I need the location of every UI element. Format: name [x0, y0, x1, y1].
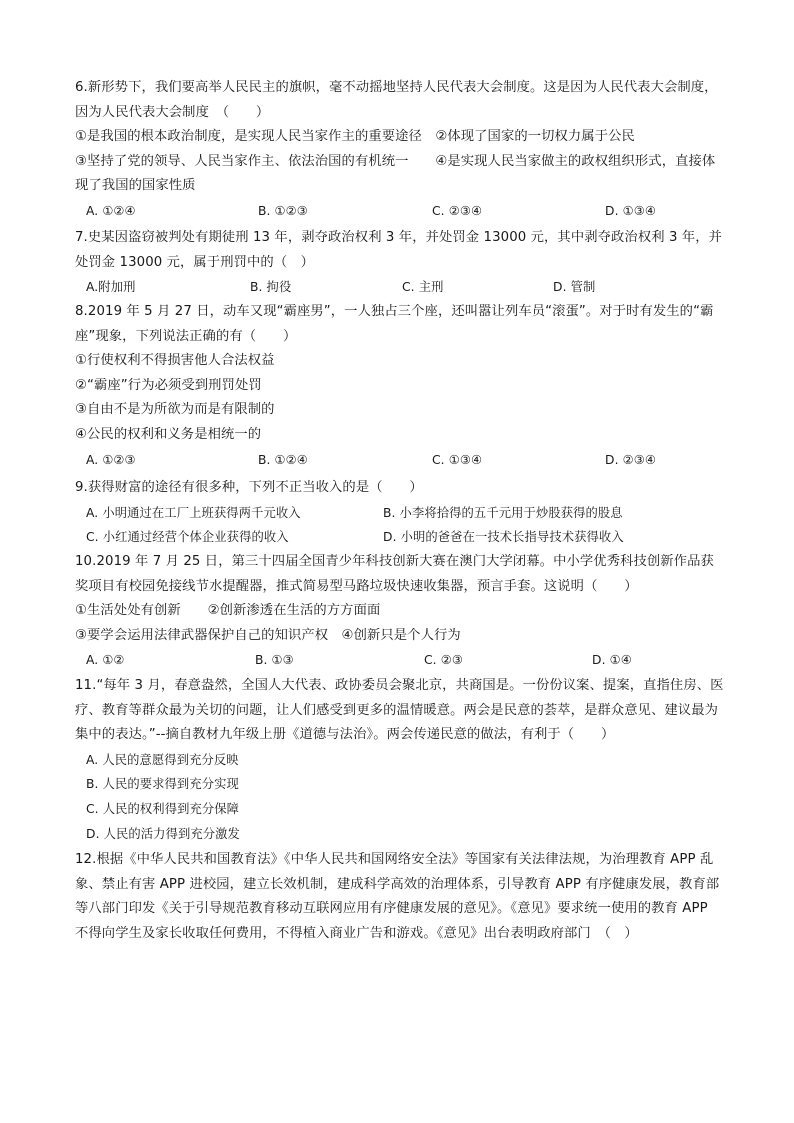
option-a[interactable]: A.附加刑 [86, 280, 136, 295]
question-10 [75, 550, 725, 673]
option-d[interactable]: D. 小明的爸爸在一技术长指导技术获得收入 [383, 530, 624, 545]
question-10-statement-2: ③要学会运用法律武器保护自己的知识产权 ④创新只是个人行为 [75, 627, 461, 643]
option-b[interactable]: B. ①③ [255, 653, 294, 668]
option-c[interactable]: C. ②③ [424, 653, 463, 668]
option-d[interactable]: D. 人民的活力得到充分激发 [86, 826, 240, 841]
option-b[interactable]: B. 拘役 [250, 280, 292, 295]
option-a[interactable]: A. ①② [86, 653, 125, 668]
question-8-statement-3: ③自由不是为所欲为而是有限制的 [75, 402, 275, 418]
question-11-stem: 11.“每年 3 月，春意盎然，全国人大代表、政协委员会聚北京，共商国是。一份份议案、提案，直指住房、医疗、教育等群众最为关切的问题，让人们感受到更多的温情暖意。两会是民意的荟萃，是群众意见、建议最为集中的表达。”--摘自教材九年级上册《道德与法治》。两会传递民意的做法，有利于（ ） [75, 678, 724, 743]
question-10-statement-1: ①生活处处有创新 ②创新渗透在生活的方方面面 [75, 603, 381, 619]
question-7-stem: 7.史某因盗窃被判处有期徒刑 13 年，剥夺政治权利 3 年，并处罚金 13000 元，其中剥夺政治权利 3 年，并处罚金 13000 元，属于刑罚中的（ ） [75, 230, 723, 270]
question-6-statement-1: ①是我国的根本政治制度，是实现人民当家作主的重要途径 ②体现了国家的一切权力属于公民 [75, 129, 635, 145]
question-6-options [75, 199, 725, 224]
question-8-options [75, 448, 725, 473]
option-a[interactable]: A. ①②④ [86, 203, 136, 218]
option-d[interactable]: D. ①④ [592, 653, 632, 668]
question-7-options [75, 275, 725, 300]
option-b[interactable]: B. 小李将拾得的五千元用于炒股获得的股息 [383, 505, 623, 520]
question-6-statement-2: ③坚持了党的领导、人民当家作主、依法治国的有机统一 ④是实现人民当家做主的政权组织形式，直接体现了我国的国家性质 [75, 153, 716, 194]
option-d[interactable]: D. ①③④ [605, 203, 656, 218]
question-9-options-row-1 [75, 501, 725, 526]
option-c[interactable]: C. 小红通过经营个体企业获得的收入 [86, 530, 289, 545]
question-8-statement-1: ①行使权利不得损害他人合法权益 [75, 353, 275, 369]
question-8-statement-2: ②“霸座”行为必须受到刑罚处罚 [75, 377, 262, 393]
question-10-options [75, 648, 725, 673]
option-b[interactable]: B. 人民的要求得到充分实现 [86, 777, 239, 792]
option-c[interactable]: C. 人民的权利得到充分保障 [86, 801, 240, 816]
option-b[interactable]: B. ①②③ [258, 203, 308, 218]
question-10-stem: 10.2019 年 7 月 25 日，第三十四届全国青少年科技创新大赛在澳门大学闭幕。中小学优秀科技创新作品获奖项目有校园免接线节水提醒器，推式简易型马路垃圾快速收集器，预言手套。这说明（ ） [75, 554, 714, 594]
question-9-stem: 9.获得财富的途径有很多种，下列不正当收入的是（ ） [75, 480, 423, 495]
question-8-stem: 8.2019 年 5 月 27 日，动车又现“霸座男”，一人独占三个座，还叫嚣让列车员“滚蛋”。对于时有发生的“霸座”现象，下列说法正确的有（ ） [75, 304, 714, 344]
option-d[interactable]: D. 管制 [553, 280, 596, 295]
question-8 [75, 300, 725, 472]
question-12 [75, 848, 725, 946]
question-12-stem: 12.根据《中华人民共和国教育法》《中华人民共和国网络安全法》等国家有关法律法规，为治理教育 APP 乱象、禁止有害 APP 进校园，建立长效机制，建成科学高效的治理体系，引导教育 APP 有序健康发展，教育部等八部门印发《关于引导规范教育移动互联网应用有序健康发展的意见》。《意见》要求统一使用的教育 APP 不得向学生及家长收取任何费用，不得植入商业广告和游戏。《意见》出台表明政府部门 （ ） [75, 852, 720, 941]
question-6 [75, 76, 725, 224]
option-c[interactable]: C. ①③④ [432, 452, 483, 467]
option-d[interactable]: D. ②③④ [605, 452, 656, 467]
question-7 [75, 226, 725, 300]
option-c[interactable]: C. ②③④ [432, 203, 483, 218]
option-b[interactable]: B. ①②④ [258, 452, 308, 467]
option-a[interactable]: A. 小明通过在工厂上班获得两千元收入 [86, 505, 301, 520]
question-6-stem: 6.新形势下，我们要高举人民民主的旗帜，毫不动摇地坚持人民代表大会制度。这是因为人民代表大会制度，因为人民代表大会制度 （ ） [75, 80, 718, 120]
option-c[interactable]: C. 主刑 [402, 280, 444, 295]
option-a[interactable]: A. 人民的意愿得到充分反映 [86, 752, 239, 767]
question-8-statement-4: ④公民的权利和义务是相统一的 [75, 426, 262, 442]
question-9 [75, 476, 725, 550]
question-9-options-row-2 [75, 525, 725, 550]
option-a[interactable]: A. ①②③ [86, 452, 136, 467]
question-11 [75, 674, 725, 846]
